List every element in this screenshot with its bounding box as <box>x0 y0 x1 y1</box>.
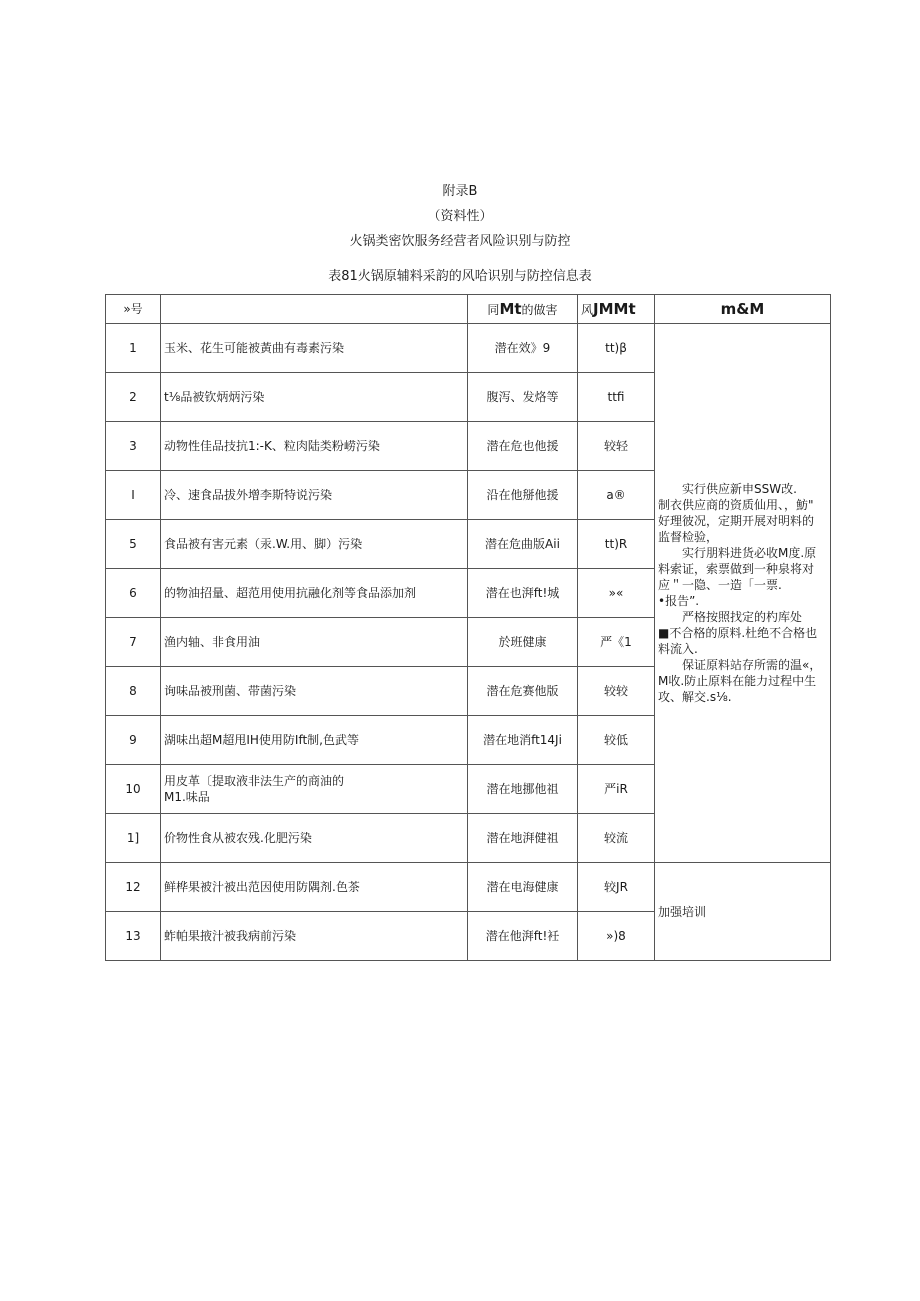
row-level: 较轻 <box>578 422 655 471</box>
row-number: 10 <box>106 765 161 814</box>
table-header-row <box>106 295 831 324</box>
row-item: 动物性佳品技抗1:-K、粒肉陆类粉崂污染 <box>161 422 468 471</box>
table-caption: 表81火锅原辅料采韵的风哈识别与防控信息表 <box>328 269 592 284</box>
row-item-line: M1.味品 <box>164 790 210 804</box>
row-harm: 於班健康 <box>468 618 578 667</box>
header-level-big: JMMt <box>593 299 636 318</box>
row-number: I <box>106 471 161 520</box>
control-measures-a <box>655 324 831 863</box>
row-item: 鲜桦果被汁被出范因使用防隅剂.色茶 <box>161 863 468 912</box>
control-a-line: ■不合格的原料.杜绝不合格也 <box>658 626 818 640</box>
row-level: a® <box>578 471 655 520</box>
control-a-line: 好理彼况，定期开展对明料的 <box>658 514 815 528</box>
row-number: 1] <box>106 814 161 863</box>
row-number: 13 <box>106 912 161 961</box>
row-level: ttfi <box>578 373 655 422</box>
row-number: 8 <box>106 667 161 716</box>
row-level: 较流 <box>578 814 655 863</box>
header-harm <box>468 295 578 324</box>
row-item: 蚱帕果掖汁被我病前污染 <box>161 912 468 961</box>
row-item: 食品被有害元素（汞.W.用、脚）污染 <box>161 520 468 569</box>
control-a-line: 保证原料站存所需的温«， <box>682 658 822 672</box>
row-number: 6 <box>106 569 161 618</box>
header-number: »号 <box>106 295 161 324</box>
row-item: 冷、速食品拔外增李斯特说污染 <box>161 471 468 520</box>
row-harm: 潜在地挪他祖 <box>468 765 578 814</box>
row-number: 7 <box>106 618 161 667</box>
row-harm: 潜在电海健康 <box>468 863 578 912</box>
row-number: 5 <box>106 520 161 569</box>
row-level: 较JR <box>578 863 655 912</box>
row-item: 询味品被刑菌、带菌污染 <box>161 667 468 716</box>
header-control <box>655 295 831 324</box>
row-harm: 潜在他湃ft!衽 <box>468 912 578 961</box>
control-a-line: 严格按照找定的杓库处 <box>682 610 803 624</box>
row-number: 3 <box>106 422 161 471</box>
row-number: 1 <box>106 324 161 373</box>
row-harm: 潜在危赛他版 <box>468 667 578 716</box>
control-a-line: •报告”. <box>658 594 700 608</box>
control-a-line: 料索证，索票做到一种泉将对 <box>658 562 815 576</box>
control-a-line: 制衣供应商的资质仙用、，魴" <box>658 498 814 512</box>
row-level: 较较 <box>578 667 655 716</box>
header-control-big: m&M <box>720 299 765 318</box>
control-measures-b: 加强培训 <box>655 863 831 961</box>
row-level: tt)β <box>578 324 655 373</box>
row-number: 9 <box>106 716 161 765</box>
row-item: 玉米、花生可能被黃曲有毒素污染 <box>161 324 468 373</box>
row-harm: 潜在效》9 <box>468 324 578 373</box>
control-a-line: 应＂一隐、一造「一票. <box>658 578 782 592</box>
row-level: 较低 <box>578 716 655 765</box>
row-item <box>161 765 468 814</box>
row-harm: 潜在危也他援 <box>468 422 578 471</box>
header-level <box>578 295 655 324</box>
header-item <box>161 295 468 324</box>
row-level: 严iR <box>578 765 655 814</box>
row-item: 的物油招量、超范用使用抗融化剂等食品添加剂 <box>161 569 468 618</box>
row-item: 湖味出超M超甩IH使用防Ift制,色武等 <box>161 716 468 765</box>
control-a-line: 实行朋料进货必收M度.原 <box>682 546 817 560</box>
row-level: tt)R <box>578 520 655 569</box>
row-level: »« <box>578 569 655 618</box>
row-number: 2 <box>106 373 161 422</box>
control-a-line: 攻、解交.s⅛. <box>658 690 732 704</box>
header-level-prefix: 风 <box>581 302 594 317</box>
row-item: t⅛品被钦炳炳污染 <box>161 373 468 422</box>
risk-table <box>105 294 831 961</box>
row-item-line: 用皮革〔提取液非法生产的商油的 <box>164 774 345 788</box>
row-level: 严《1 <box>578 618 655 667</box>
row-level: »)8 <box>578 912 655 961</box>
control-a-line: M收.防止原料在能力过程中生 <box>658 674 817 688</box>
row-number: 12 <box>106 863 161 912</box>
table-row <box>106 324 831 373</box>
row-item: 渔内轴、非食用油 <box>161 618 468 667</box>
appendix-label: 附录B <box>442 184 478 199</box>
row-item: 价物性食从被农残.化肥污染 <box>161 814 468 863</box>
appendix-title: 火锅类密饮服务经营者风险识别与防控 <box>349 234 571 249</box>
row-harm: 腹泻、发烙等 <box>468 373 578 422</box>
header-harm-prefix: 同 <box>487 302 500 317</box>
row-harm: 潜在地消ft14Ji <box>468 716 578 765</box>
header-harm-suffix: 的做害 <box>521 302 558 317</box>
row-harm: 潜在危曲版Aii <box>468 520 578 569</box>
row-harm: 潜在地湃健祖 <box>468 814 578 863</box>
row-harm: 潜在也湃ft!城 <box>468 569 578 618</box>
control-a-line: 料流入. <box>658 642 698 656</box>
row-harm: 沿在他掰他援 <box>468 471 578 520</box>
control-a-line: 监督检验， <box>658 530 719 544</box>
header-harm-big: Mt <box>499 299 522 318</box>
appendix-nature: （资料性） <box>427 209 493 224</box>
control-a-line: 实行供应新申SSW改. <box>682 482 797 496</box>
table-row <box>106 863 831 912</box>
